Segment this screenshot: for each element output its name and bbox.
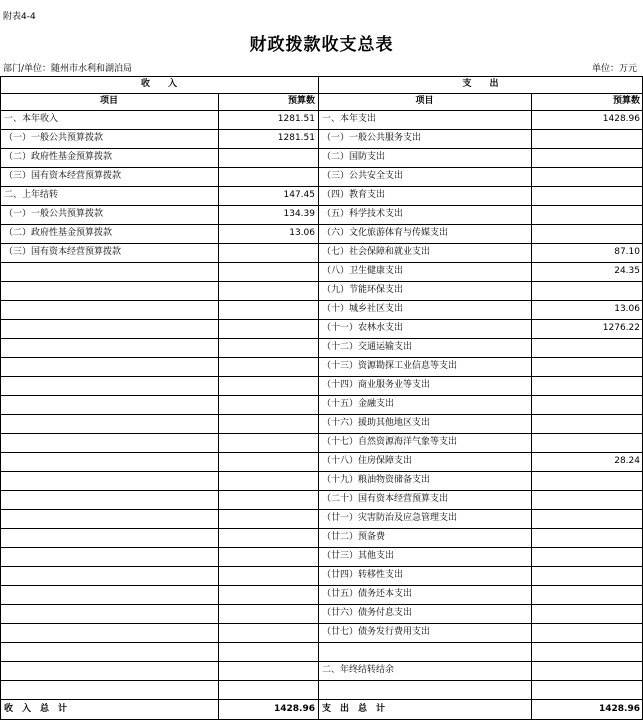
department-label: 部门/单位：随州市水利和湖泊局 — [3, 64, 133, 74]
table-row — [0, 395, 643, 414]
expense-item: （十五）金融支出 — [322, 399, 395, 409]
row-divider — [0, 661, 643, 662]
income-value — [218, 167, 318, 186]
table-row — [0, 110, 643, 129]
expense-value: 24.35 — [614, 266, 640, 276]
income-item — [0, 585, 218, 604]
total-row — [0, 699, 643, 719]
expense-value — [531, 623, 643, 642]
expense-item: （十六）援助其他地区支出 — [322, 418, 431, 428]
income-item — [0, 471, 218, 490]
income-value — [218, 262, 318, 281]
row-divider — [0, 205, 643, 206]
row-divider — [0, 699, 643, 700]
income-value — [218, 357, 318, 376]
row-divider — [0, 490, 643, 491]
table-column-header — [0, 93, 643, 110]
expense-item: （九）节能环保支出 — [322, 285, 404, 295]
attachment-label: 附表4-4 — [3, 12, 36, 22]
table-row — [0, 623, 643, 642]
income-value — [218, 623, 318, 642]
income-item — [0, 547, 218, 566]
row-divider — [0, 452, 643, 453]
table-row — [0, 642, 643, 661]
income-item — [0, 262, 218, 281]
expense-value — [531, 357, 643, 376]
table-row — [0, 547, 643, 566]
income-item — [0, 566, 218, 585]
expense-item: （五）科学技术支出 — [322, 209, 404, 219]
expense-value — [531, 509, 643, 528]
table-row — [0, 243, 643, 262]
income-item — [0, 452, 218, 471]
row-divider — [0, 719, 643, 720]
income-item — [0, 680, 218, 699]
expense-item: （一）一般公共服务支出 — [322, 133, 422, 143]
expense-item: （四）教育支出 — [322, 190, 386, 200]
income-value: 1281.51 — [277, 114, 315, 124]
expense-item: （廿六）债务付息支出 — [322, 608, 413, 618]
table-row — [0, 433, 643, 452]
expense-header: 支 出 — [462, 79, 499, 89]
income-value — [218, 452, 318, 471]
income-item — [0, 281, 218, 300]
income-value — [218, 243, 318, 262]
income-item — [0, 357, 218, 376]
expense-item: （廿四）转移性支出 — [322, 570, 404, 580]
expense-item: （七）社会保障和就业支出 — [322, 247, 431, 257]
income-item — [0, 433, 218, 452]
table-row — [0, 585, 643, 604]
expense-total-label: 支 出 总 计 — [322, 704, 386, 714]
table-row — [0, 338, 643, 357]
income-budget-header: 预算数 — [287, 96, 315, 106]
row-divider — [0, 585, 643, 586]
income-value — [218, 490, 318, 509]
income-item: （一）一般公共预算拨款 — [4, 209, 104, 219]
row-divider — [0, 319, 643, 320]
income-value — [218, 338, 318, 357]
expense-value — [531, 642, 643, 661]
column-divider — [318, 76, 319, 719]
row-divider — [0, 376, 643, 377]
expense-value — [531, 433, 643, 452]
table-row — [0, 376, 643, 395]
row-divider — [0, 357, 643, 358]
row-divider — [0, 547, 643, 548]
expense-value — [531, 661, 643, 680]
expense-value — [531, 528, 643, 547]
income-value — [218, 642, 318, 661]
expense-value: 28.24 — [614, 456, 640, 466]
table-row — [0, 357, 643, 376]
row-divider — [0, 566, 643, 567]
table-row — [0, 452, 643, 471]
expense-total-value: 1428.96 — [599, 704, 640, 714]
income-item: （三）国有资本经营预算拨款 — [4, 247, 122, 257]
row-divider — [0, 338, 643, 339]
income-item — [0, 338, 218, 357]
income-item — [0, 661, 218, 680]
expense-value — [531, 281, 643, 300]
income-value: 134.39 — [283, 209, 315, 219]
column-divider — [0, 76, 1, 719]
expense-value — [531, 585, 643, 604]
row-divider — [0, 623, 643, 624]
expense-item: （十三）资源勘探工业信息等支出 — [322, 361, 458, 371]
row-divider — [0, 395, 643, 396]
table-row — [0, 490, 643, 509]
table-row — [0, 680, 643, 699]
income-item: （一）一般公共预算拨款 — [4, 133, 104, 143]
income-value — [218, 604, 318, 623]
table-row — [0, 414, 643, 433]
expense-value — [531, 129, 643, 148]
income-item — [0, 300, 218, 319]
fiscal-table — [0, 76, 643, 719]
row-divider — [0, 604, 643, 605]
expense-item: （十）城乡社区支出 — [322, 304, 404, 314]
income-item — [0, 319, 218, 338]
unit-label: 单位：万元 — [591, 64, 637, 74]
table-section-header — [0, 76, 643, 93]
income-item: （二）政府性基金预算拨款 — [4, 152, 113, 162]
table-row — [0, 300, 643, 319]
expense-item: （廿七）债务发行费用支出 — [322, 627, 431, 637]
row-divider — [0, 243, 643, 244]
income-value — [218, 566, 318, 585]
income-value — [218, 547, 318, 566]
expense-item: （十四）商业服务业等支出 — [322, 380, 431, 390]
table-row — [0, 604, 643, 623]
income-header: 收 入 — [140, 79, 177, 89]
expense-value — [531, 148, 643, 167]
expense-budget-header: 预算数 — [612, 96, 640, 106]
income-item — [0, 528, 218, 547]
income-item — [0, 509, 218, 528]
page-title: 财政拨款收支总表 — [249, 35, 394, 55]
expense-item-header: 项目 — [415, 96, 434, 106]
income-total-value: 1428.96 — [274, 704, 315, 714]
expense-value — [531, 186, 643, 205]
expense-item: （十八）住房保障支出 — [322, 456, 413, 466]
income-value — [218, 680, 318, 699]
income-value — [218, 414, 318, 433]
expense-item — [318, 680, 531, 699]
table-row — [0, 661, 643, 680]
expense-value — [531, 566, 643, 585]
income-value: 1281.51 — [277, 133, 315, 143]
income-value — [218, 148, 318, 167]
expense-value — [531, 490, 643, 509]
column-divider — [531, 93, 532, 719]
row-divider — [0, 471, 643, 472]
income-value: 13.06 — [289, 228, 315, 238]
expense-value — [531, 338, 643, 357]
income-item — [0, 623, 218, 642]
column-divider — [218, 93, 219, 719]
income-item — [0, 414, 218, 433]
income-total-label: 收 入 总 计 — [4, 704, 68, 714]
expense-item: （廿三）其他支出 — [322, 551, 395, 561]
expense-item: （十七）自然资源海洋气象等支出 — [322, 437, 458, 447]
row-divider — [0, 433, 643, 434]
income-item: （二）政府性基金预算拨款 — [4, 228, 113, 238]
expense-item: 一、本年支出 — [322, 114, 377, 124]
expense-value — [531, 547, 643, 566]
row-divider — [0, 528, 643, 529]
income-item — [0, 376, 218, 395]
expense-item: （十九）粮油物资储备支出 — [322, 475, 431, 485]
row-divider — [0, 93, 643, 94]
income-value: 147.45 — [283, 190, 315, 200]
table-row — [0, 205, 643, 224]
row-divider — [0, 680, 643, 681]
expense-value — [531, 680, 643, 699]
expense-item: （廿二）预备费 — [322, 532, 386, 542]
expense-item: （二）国防支出 — [322, 152, 386, 162]
income-item — [0, 395, 218, 414]
row-divider — [0, 224, 643, 225]
row-divider — [0, 509, 643, 510]
income-item-header: 项目 — [99, 96, 118, 106]
expense-value: 87.10 — [614, 247, 640, 257]
expense-value — [531, 224, 643, 243]
row-divider — [0, 414, 643, 415]
expense-item: （十二）交通运输支出 — [322, 342, 413, 352]
row-divider — [0, 186, 643, 187]
income-item — [0, 490, 218, 509]
expense-item: （廿一）灾害防治及应急管理支出 — [322, 513, 458, 523]
table-row — [0, 224, 643, 243]
income-value — [218, 433, 318, 452]
income-value — [218, 319, 318, 338]
table-row — [0, 528, 643, 547]
expense-item: （二十）国有资本经营预算支出 — [322, 494, 449, 504]
income-value — [218, 528, 318, 547]
expense-value — [531, 395, 643, 414]
table-row — [0, 471, 643, 490]
expense-item: （八）卫生健康支出 — [322, 266, 404, 276]
income-item — [0, 604, 218, 623]
expense-value — [531, 471, 643, 490]
expense-item: （十一）农林水支出 — [322, 323, 404, 333]
income-value — [218, 509, 318, 528]
table-row — [0, 319, 643, 338]
table-row — [0, 148, 643, 167]
expense-value — [531, 205, 643, 224]
expense-item: （廿五）债务还本支出 — [322, 589, 413, 599]
table-row — [0, 129, 643, 148]
row-divider — [0, 110, 643, 111]
table-row — [0, 509, 643, 528]
income-value — [218, 395, 318, 414]
row-divider — [0, 262, 643, 263]
expense-value: 1428.96 — [602, 114, 640, 124]
row-divider — [0, 642, 643, 643]
expense-value: 1276.22 — [602, 323, 640, 333]
table-row — [0, 566, 643, 585]
income-value — [218, 376, 318, 395]
table-row — [0, 262, 643, 281]
row-divider — [0, 148, 643, 149]
row-divider — [0, 300, 643, 301]
row-divider — [0, 167, 643, 168]
income-value — [218, 300, 318, 319]
row-divider — [0, 281, 643, 282]
income-item: 一、本年收入 — [4, 114, 59, 124]
expense-value — [531, 604, 643, 623]
income-value — [218, 585, 318, 604]
row-divider — [0, 76, 643, 77]
expense-item — [318, 642, 531, 661]
expense-item: （六）文化旅游体育与传媒支出 — [322, 228, 449, 238]
expense-value — [531, 376, 643, 395]
row-divider — [0, 129, 643, 130]
expense-value — [531, 167, 643, 186]
income-item: 二、上年结转 — [4, 190, 59, 200]
income-item — [0, 642, 218, 661]
income-value — [218, 661, 318, 680]
income-value — [218, 281, 318, 300]
expense-item: 二、年终结转结余 — [322, 665, 395, 675]
income-item: （三）国有资本经营预算拨款 — [4, 171, 122, 181]
income-value — [218, 471, 318, 490]
expense-value: 13.06 — [614, 304, 640, 314]
expense-item: （三）公共安全支出 — [322, 171, 404, 181]
table-row — [0, 167, 643, 186]
table-row — [0, 281, 643, 300]
table-row — [0, 186, 643, 205]
expense-value — [531, 414, 643, 433]
